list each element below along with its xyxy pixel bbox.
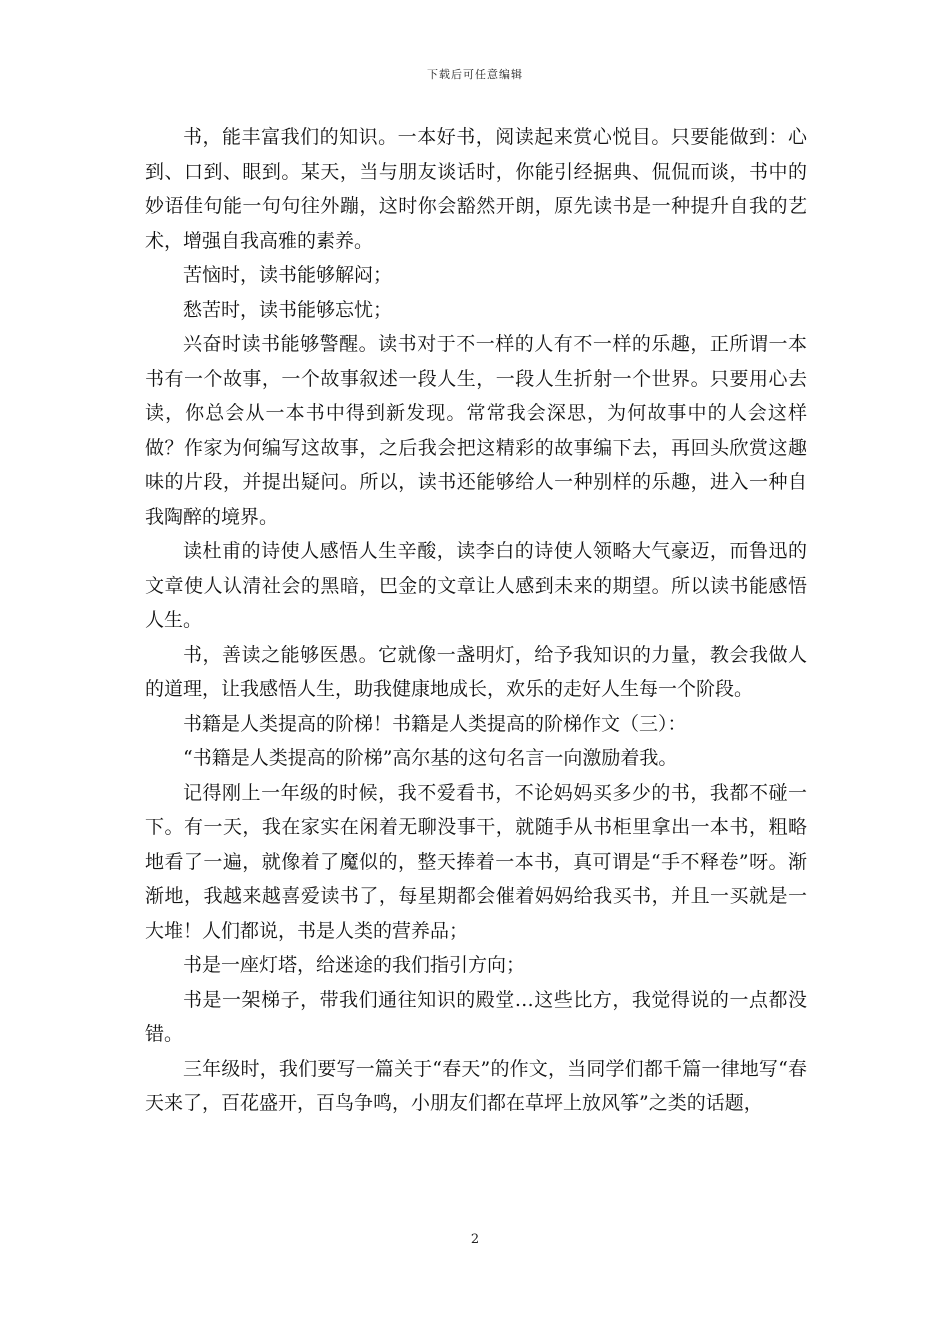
document-body — [145, 120, 807, 1121]
paragraph: 书是一座灯塔，给迷途的我们指引方向； — [183, 954, 526, 976]
paragraph: 愁苦时，读书能够忘忧； — [183, 298, 393, 321]
paragraph: 兴奋时读书能够警醒。读书对于不一样的人有不一样的乐趣，正所谓一本书有一个故事，一个故事叙述一段人生，一段人生折射一个世界。只要用心去读，你总会从一本书中得到新发现。常常我会深思，为何故事中的人会这样做？作家为何编写这故事，之后我会把这精彩的故事编下去，再回头欣赏这趣味的片段，并提出疑问。所以，读书还能够给人一种别样的乐趣，进入一种自我陶醉的境界。 — [145, 333, 807, 528]
paragraph: 记得刚上一年级的时候，我不爱看书，不论妈妈买多少的书，我都不碰一下。有一天，我在家实在闲着无聊没事干，就随手从书柜里拿出一本书，粗略地看了一遍，就像着了魔似的，整天捧着一本书，真可谓是“手不释卷”呀。渐渐地，我越来越喜爱读书了，每星期都会催着妈妈给我买书，并且一买就是一大堆！人们都说，书是人类的营养品； — [145, 781, 807, 942]
quote-paragraph: “书籍是人类提高的阶梯”高尔基的这句名言一向激励着我。 — [183, 747, 678, 769]
paragraph: 读杜甫的诗使人感悟人生辛酸，读李白的诗使人领略大气豪迈，而鲁迅的文章使人认清社会的黑暗，巴金的文章让人感到未来的期望。所以读书能感悟人生。 — [145, 540, 807, 631]
paragraph: 书，善读之能够医愚。它就像一盏明灯，给予我知识的力量，教会我做人的道理，让我感悟人生，助我健康地成长，欢乐的走好人生每一个阶段。 — [145, 643, 807, 700]
paragraph: 书是一架梯子，带我们通往知识的殿堂…这些比方，我觉得说的一点都没错。 — [145, 988, 807, 1045]
page-number: 2 — [470, 1232, 480, 1247]
section-heading: 书籍是人类提高的阶梯！书籍是人类提高的阶梯作文（三）： — [183, 712, 687, 735]
page-header: 下载后可任意编辑 — [427, 68, 523, 81]
paragraph: 书，能丰富我们的知识。一本好书，阅读起来赏心悦目。只要能做到：心到、口到、眼到。某天，当与朋友谈话时，你能引经据典、侃侃而谈，书中的妙语佳句能一句句往外蹦，这时你会豁然开朗，原先读书是一种提升自我的艺术，增强自我高雅的素养。 — [145, 126, 807, 252]
paragraph: 苦恼时，读书能够解闷； — [183, 264, 393, 286]
paragraph: 三年级时，我们要写一篇关于“春天”的作文，当同学们都千篇一律地写“春天来了，百花盛开，百鸟争鸣，小朋友们都在草坪上放风筝”之类的话题， — [145, 1057, 807, 1114]
